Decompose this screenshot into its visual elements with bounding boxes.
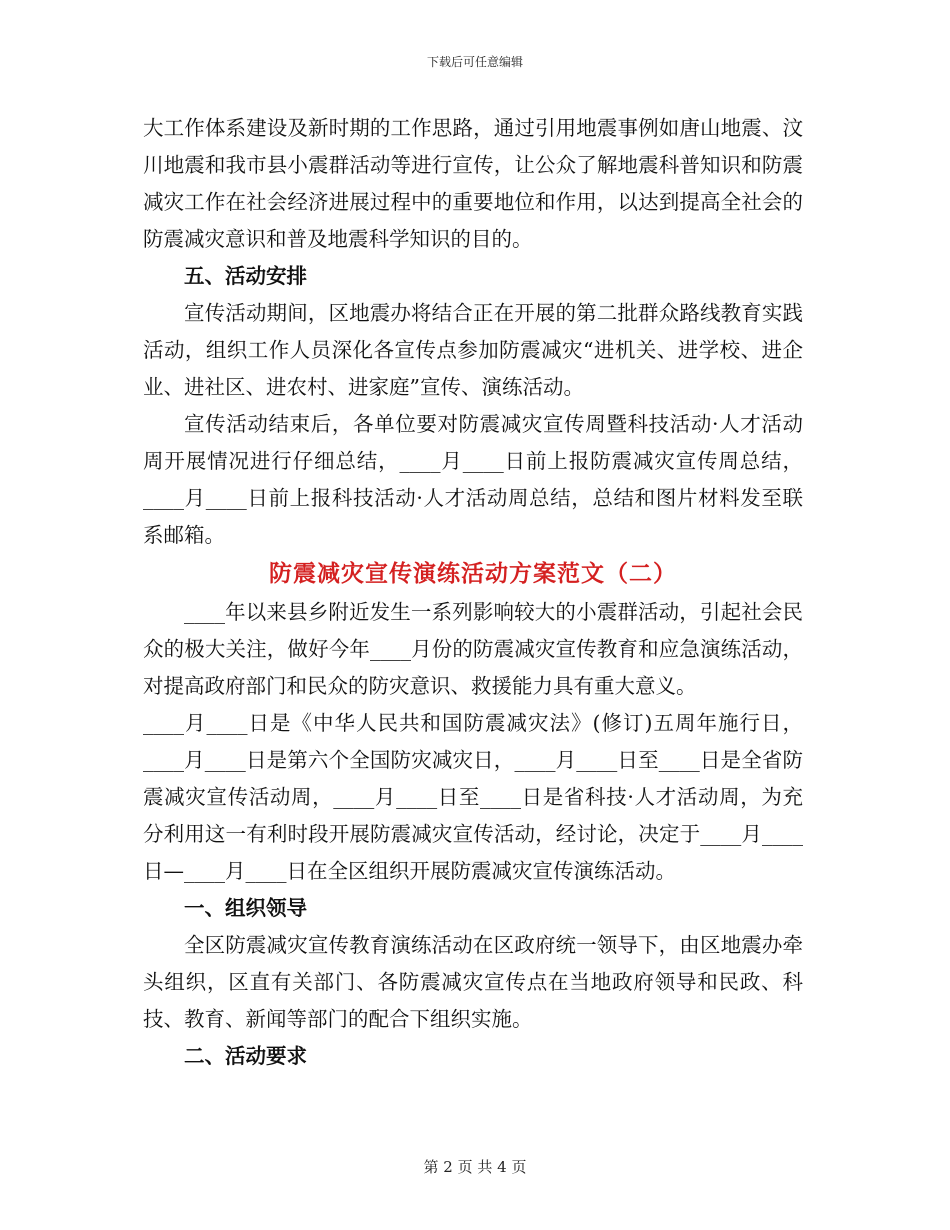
page-header: 下载后可任意编辑: [426, 55, 523, 69]
paragraph-intro-continued: 大工作体系建设及新时期的工作思路，通过引用地震事例如唐山地震、汶川地震和我市县小震群活动等进行宣传，让公众了解地震科普知识和防震减灾工作在社会经济进展过程中的重要地位和作用，以达到提高全社会的防震减灾意识和普及地震科学知识的目的。: [143, 116, 803, 251]
document-title: 防震减灾宣传演练活动方案范文（二）: [269, 561, 677, 587]
paragraph-summary-report: 宣传活动结束后，各单位要对防震减灾宣传周暨科技活动·人才活动周开展情况进行仔细总结，____月____日前上报防震减灾宣传周总结，____月____日前上报科技活动·人才活动周总结，总结和图片材料发至联系邮箱。: [143, 412, 803, 547]
page-footer: 第 2 页 共 4 页: [423, 1158, 527, 1176]
paragraph-organization: 全区防震减灾宣传教育演练活动在区政府统一领导下，由区地震办牵头组织，区直有关部门、各防震减灾宣传点在当地政府领导和民政、科技、教育、新闻等部门的配合下组织实施。: [143, 933, 803, 1031]
document-body: [143, 110, 803, 1075]
section-heading-organization: 一、组织领导: [184, 896, 307, 920]
paragraph-dates: ____月____日是《中华人民共和国防震减灾法》(修订)五周年施行日，____月____日是第六个全国防灾减灾日，____月____日至____日是全省防震减灾宣传活动周，____月____日至____日是省科技·人才活动周，为充分利用这一有利时段开展防震减灾宣传活动，经讨论，决定于____月____日—____月____日在全区组织开展防震减灾宣传演练活动。: [143, 711, 803, 883]
section-heading-requirements: 二、活动要求: [184, 1044, 307, 1068]
paragraph-arrangement: 宣传活动期间，区地震办将结合正在开展的第二批群众路线教育实践活动，组织工作人员深化各宣传点参加防震减灾“进机关、进学校、进企业、进社区、进农村、进家庭”宣传、演练活动。: [143, 301, 803, 399]
paragraph-background: ____年以来县乡附近发生一系列影响较大的小震群活动，引起社会民众的极大关注，做好今年____月份的防震减灾宣传教育和应急演练活动，对提高政府部门和民众的防灾意识、救援能力具有重大意义。: [143, 600, 803, 698]
section-heading-activity-arrangement: 五、活动安排: [184, 264, 307, 288]
